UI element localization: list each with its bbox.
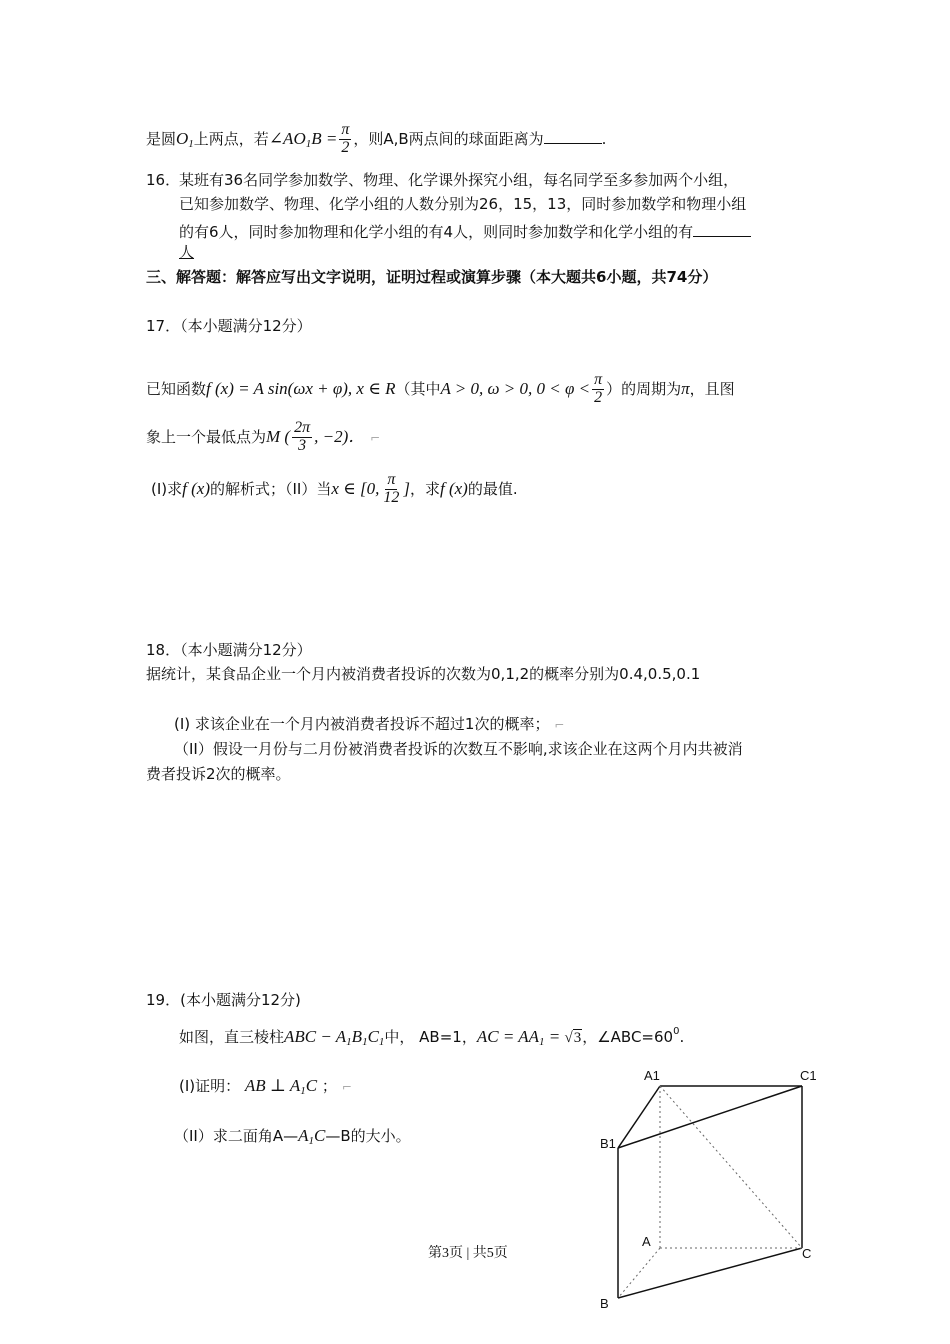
paragraph-mark: ⌐	[341, 1080, 352, 1094]
q18-part-2-line-2: 费者投诉2次的概率。	[146, 765, 291, 783]
two-pi-over-3-fraction: $\frac{2\pi}{3}$	[294, 419, 311, 454]
q17-header: 17．（本小题满分12分）	[146, 317, 312, 335]
page-footer: 第3页 | 共5页	[428, 1246, 508, 1261]
interval-expression: x ∈ [0,	[331, 478, 380, 498]
label-c: C	[802, 1246, 812, 1261]
q17-parts: (I)求f (x)的解析式；（II）当x ∈ [0, $\frac{\pi}{12}$ ]，求f (x)的最值.	[151, 471, 518, 506]
q17-paragraph-1: 已知函数f (x) = A sin(ωx + φ), x ∈ R（其中A > 0, ω > 0, 0 < φ < $\frac{\pi}{2}$ ）的周期为π，且图	[146, 371, 735, 406]
point-m: M (	[266, 426, 291, 446]
q18-part-2-line-1: （II）假设一月份与二月份被消费者投诉的次数互不影响,求该企业在这两个月内共被消	[174, 740, 743, 758]
section-3-heading: 三、解答题：解答应写出文字说明，证明过程或演算步骤（本大题共6小题，共74分）	[146, 268, 718, 286]
q19-part-1: (I)证明： AB ⊥ $A_1C$ ； ⌐	[179, 1076, 352, 1097]
label-c1: C1	[800, 1068, 817, 1083]
q16-line-1: 某班有36名同学参加数学、物理、化学课外探究小组，每名同学至多参加两个小组，	[179, 171, 739, 189]
pi-over-12-fraction: $\frac{\pi}{12}$	[383, 471, 400, 506]
sqrt-3: √3	[564, 1030, 582, 1046]
q19-intro: 如图，直三棱柱ABC − $A_1B_1C_1$中， AB=1，AC = $AA_1 = √3$，$\angle ABC=60^0$.	[179, 1026, 685, 1048]
edge-a1-b1	[618, 1086, 660, 1148]
edge-a1c: $A_1C$	[298, 1126, 326, 1147]
paragraph-mark: ⌐	[554, 718, 565, 732]
q18-part-1: (I) 求该企业在一个月内被消费者投诉不超过1次的概率； ⌐	[174, 715, 565, 733]
q16-line-2: 已知参加数学、物理、化学小组的人数分别为26，15，13，同时参加数学和物理小组	[179, 195, 747, 213]
prism-name: ABC − $A_1B_1C_1$	[284, 1027, 385, 1048]
label-b1: B1	[600, 1136, 616, 1151]
label-a: A	[642, 1234, 651, 1249]
prism-figure	[590, 1064, 830, 1324]
q19-header: 19．(本小题满分12分)	[146, 991, 301, 1009]
answer-blank-q15	[544, 127, 602, 144]
q16-line-3: 的有6人，同时参加物理和化学小组的有4人，则同时参加数学和化学小组的有	[179, 220, 751, 241]
q15-tail-line: 是圆$O_1$上两点，若$\angle AO_1B$ = $\frac{\pi}{2}$ ，则A,B两点间的球面距离为 .	[146, 121, 607, 156]
q19-part-2: （II）求二面角$A—A_1C—B$的大小。	[174, 1126, 411, 1147]
prism-diagram	[590, 1064, 830, 1324]
parameter-conditions: A > 0, ω > 0, 0 < φ <	[440, 378, 591, 398]
edge-b1-c1	[618, 1086, 802, 1148]
pi-over-2-fraction: $\frac{\pi}{2}$	[341, 121, 350, 156]
q16-number: 16．	[146, 171, 181, 189]
q17-paragraph-2: 象上一个最低点为M ( $\frac{2\pi}{3}$ , −2)． ⌐	[146, 419, 381, 454]
label-b: B	[600, 1296, 609, 1311]
q18-header: 18．（本小题满分12分）	[146, 641, 312, 659]
function-definition: f (x) = A sin(ωx + φ), x ∈ R	[206, 378, 396, 398]
q16-line-4: 人	[179, 243, 195, 261]
phi-bound-fraction: $\frac{\pi}{2}$	[594, 371, 603, 406]
paragraph-mark: ⌐	[370, 430, 381, 445]
edge-a-b-hidden	[618, 1248, 660, 1298]
answer-blank-q16	[693, 220, 751, 237]
label-a1: A1	[644, 1068, 660, 1083]
edge-equation: AC = $AA_1$ =	[476, 1027, 561, 1048]
edge-b-c	[618, 1248, 802, 1298]
q18-intro: 据统计，某食品企业一个月内被消费者投诉的次数为0,1,2的概率分别为0.4,0.5,0.1	[146, 665, 701, 683]
angle-expression: $\angle AO_1B$ =	[268, 128, 338, 150]
perpendicular-claim: AB ⊥ $A_1C$	[244, 1076, 318, 1097]
circle-o1: $O_1$	[176, 128, 194, 150]
